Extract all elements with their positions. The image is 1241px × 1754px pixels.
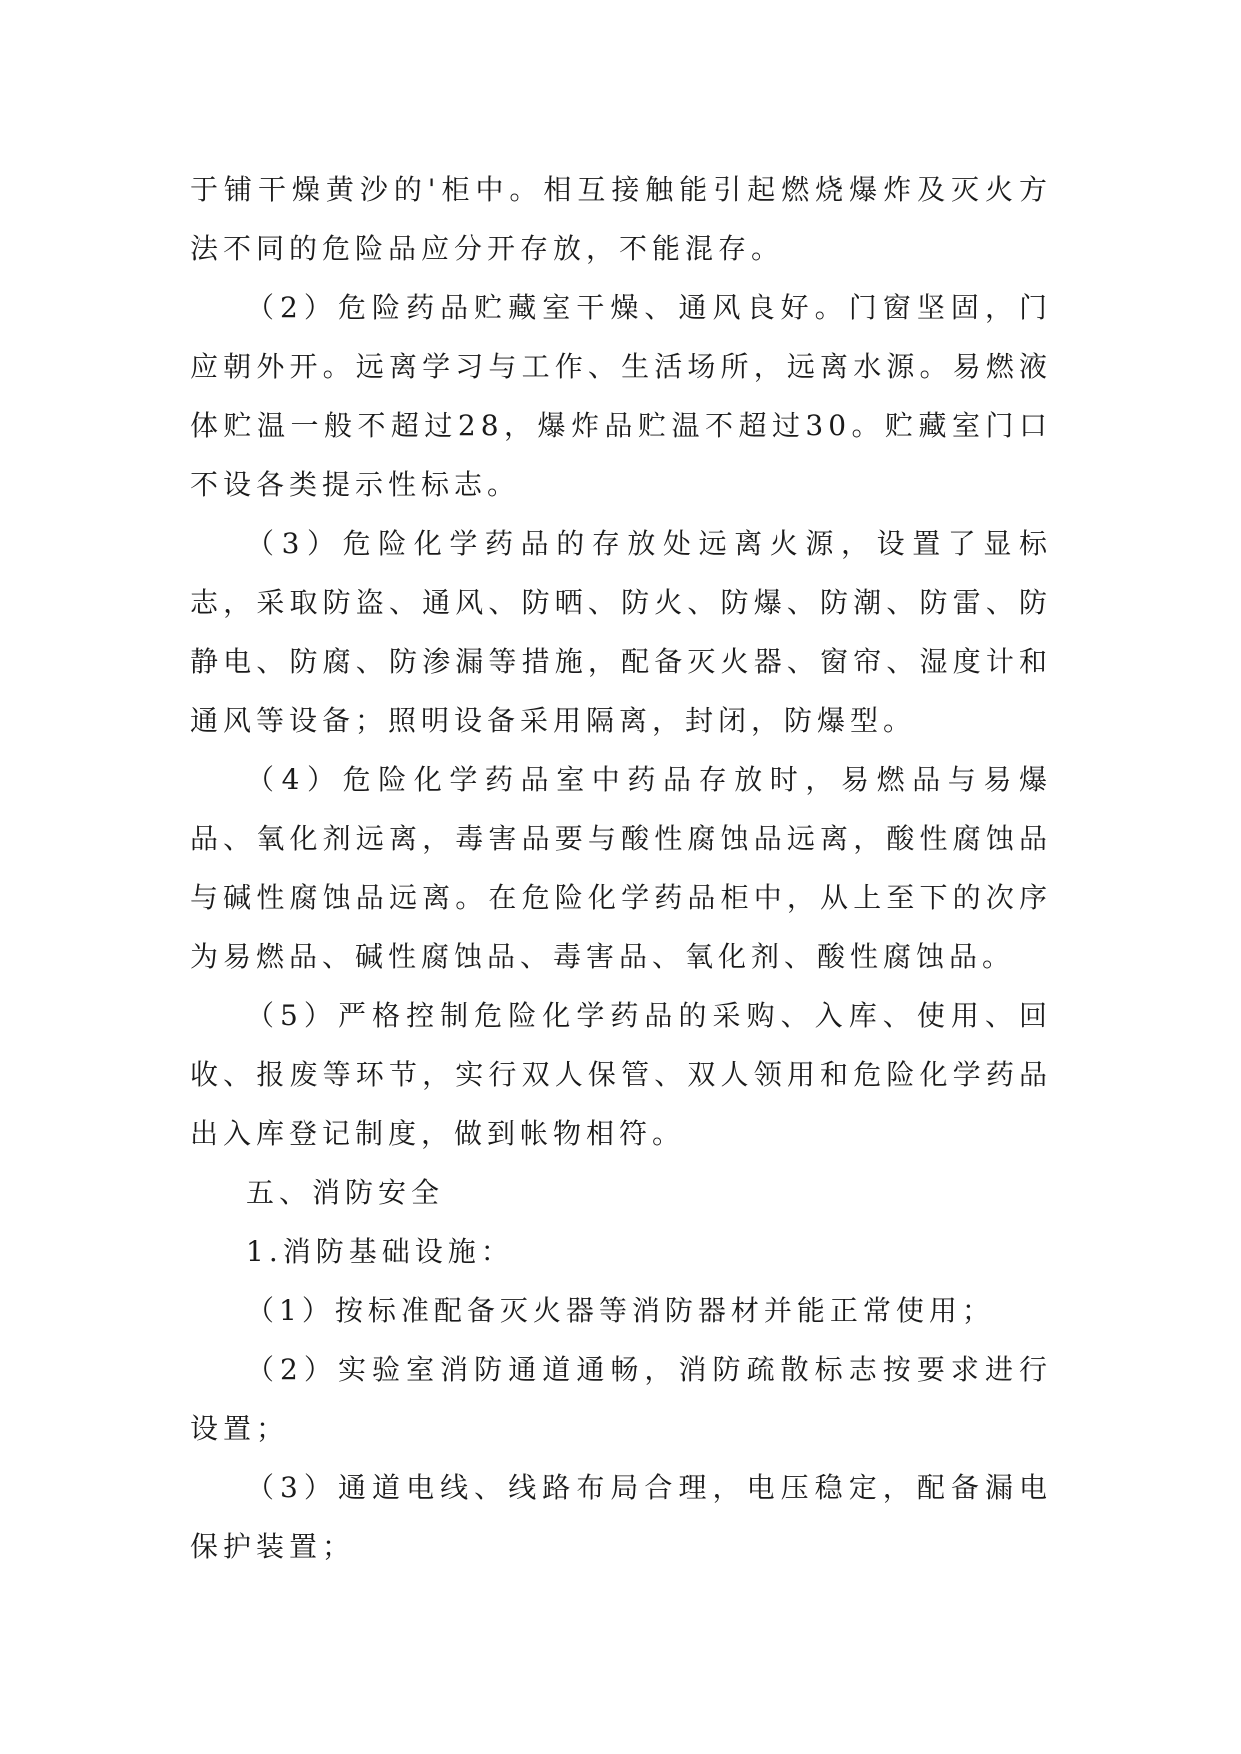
paragraph-facility-1: （1）按标准配备灭火器等消防器材并能正常使用； xyxy=(246,1294,995,1327)
subsection-heading-fire-facilities: 1.消防基础设施： xyxy=(246,1235,514,1268)
paragraph-item-5: （5）严格控制危险化学药品的采购、入库、使用、回收、报废等环节，实行双人保管、双人领用和危险化学药品出入库登记制度，做到帐物相符。 xyxy=(190,999,1052,1150)
paragraph-item-4: （4）危险化学药品室中药品存放时，易燃品与易爆品、氧化剂远离，毒害品要与酸性腐蚀品远离，酸性腐蚀品与碱性腐蚀品远离。在危险化学药品柜中，从上至下的次序为易燃品、碱性腐蚀品、毒害品、氧化剂、酸性腐蚀品。 xyxy=(190,763,1052,973)
paragraph-item-2: （2）危险药品贮藏室干燥、通风良好。门窗坚固，门应朝外开。远离学习与工作、生活场所，远离水源。易燃液体贮温一般不超过28，爆炸品贮温不超过30。贮藏室门口不设各类提示性标志。 xyxy=(190,291,1052,501)
paragraph-continuation: 于铺干燥黄沙的'柜中。相互接触能引起燃烧爆炸及灭火方法不同的危险品应分开存放，不能混存。 xyxy=(190,173,1052,265)
section-heading-fire-safety: 五、消防安全 xyxy=(246,1176,445,1209)
paragraph-facility-3: （3）通道电线、线路布局合理，电压稳定，配备漏电保护装置； xyxy=(190,1471,1052,1563)
document-body xyxy=(190,160,1052,1576)
paragraph-facility-2: （2）实验室消防通道通畅，消防疏散标志按要求进行设置； xyxy=(190,1353,1052,1445)
paragraph-item-3: （3）危险化学药品的存放处远离火源，设置了显标志，采取防盗、通风、防晒、防火、防爆、防潮、防雷、防静电、防腐、防渗漏等措施，配备灭火器、窗帘、湿度计和通风等设备；照明设备采用隔离，封闭，防爆型。 xyxy=(190,527,1052,737)
